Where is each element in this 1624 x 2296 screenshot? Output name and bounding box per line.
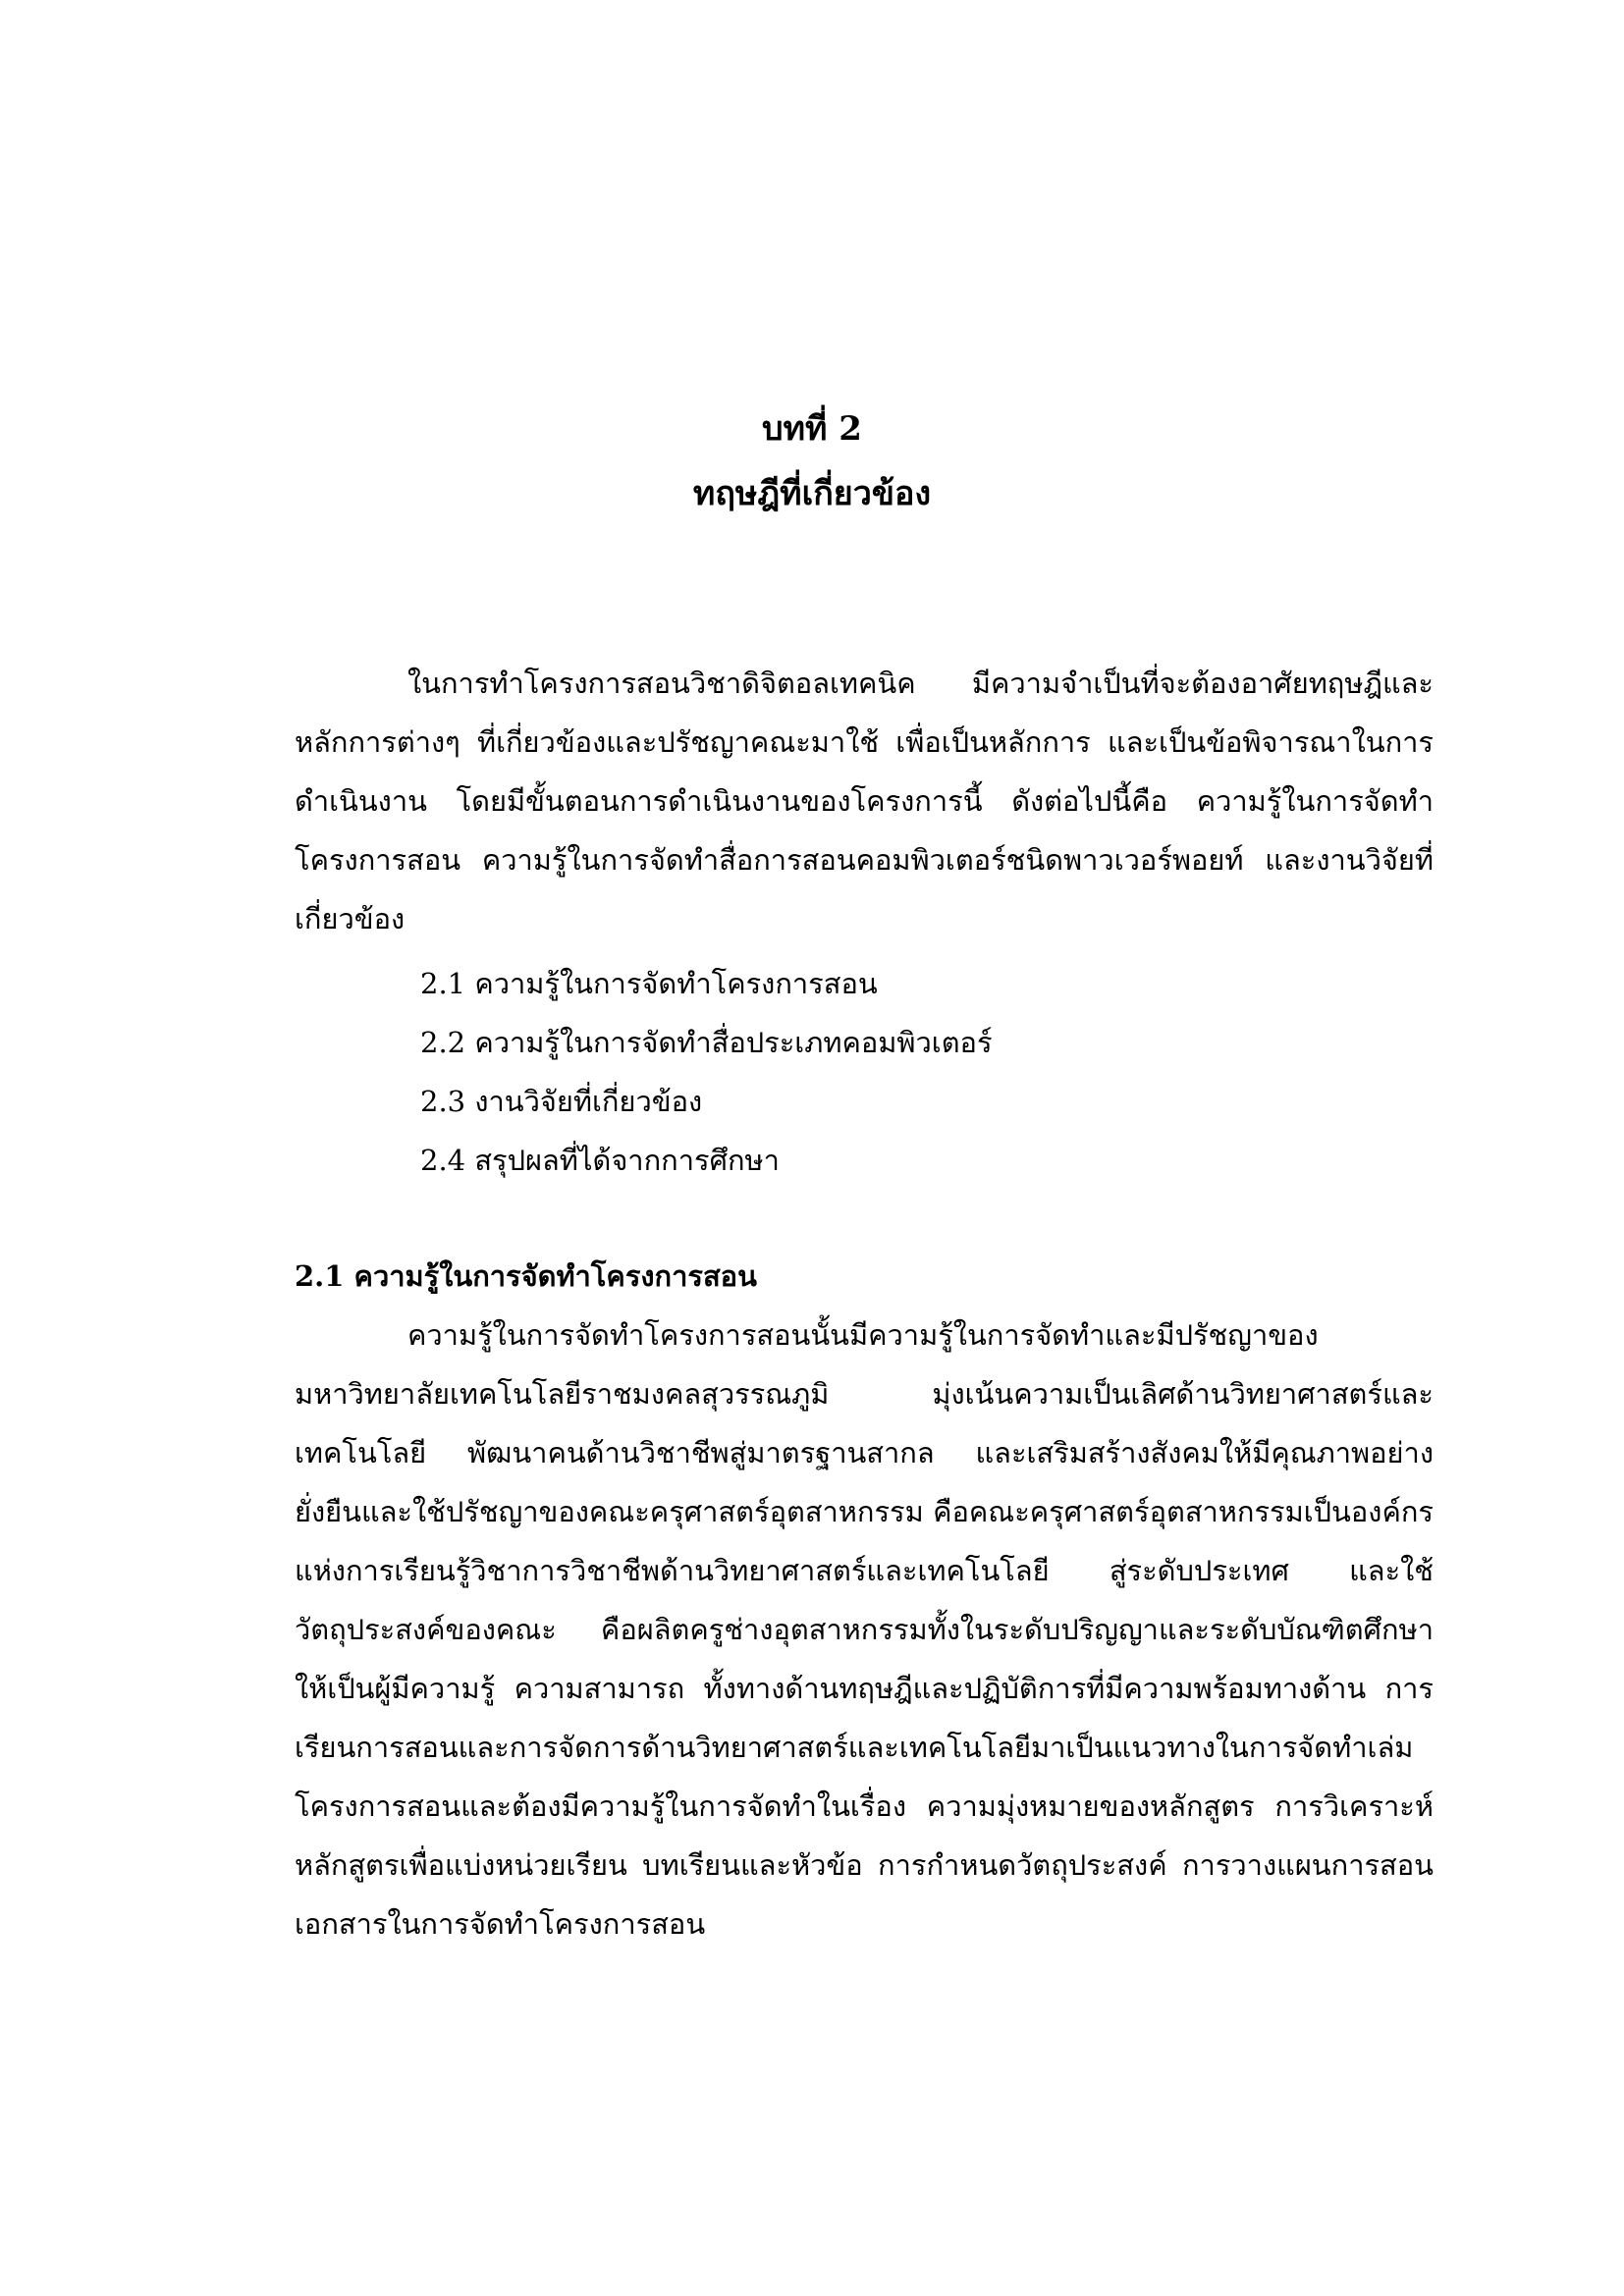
section-heading: 2.1 ความรู้ในการจัดทำโครงการสอน (295, 1259, 757, 1293)
section-list (420, 954, 993, 1190)
section-list-item: 2.2 ความรู้ในการจัดทำสื่อประเภทคอมพิวเตอร์ (420, 1026, 993, 1059)
section-list-item: 2.3 งานวิจัยที่เกี่ยวข้อง (420, 1085, 703, 1118)
section-list-item: 2.1 ความรู้ในการจัดทำโครงการสอน (420, 967, 878, 1000)
intro-paragraph: ในการทำโครงการสอนวิชาดิจิตอลเทคนิค มีความจำเป็นที่จะต้องอาศัยทฤษฎีและหลักการต่างๆ ที่เกี่ยวข้องและปรัชญาคณะมาใช้ เพื่อเป็นหลักการ และเป็นข้อพิจารณาในการดำเนินงาน โดยมีขั้นตอนการดำเนินงานของโครงการนี้ ดังต่อไปนี้คือ ความรู้ในการจัดทำโครงการสอน ความรู้ในการจัดทำสื่อการสอนคอมพิวเตอร์ชนิดพาวเวอร์พอยท์ และงานวิจัยที่เกี่ยวข้อง (295, 667, 1434, 935)
chapter-title: ทฤษฎีที่เกี่ยวข้อง (692, 474, 932, 513)
section-paragraph: ความรู้ในการจัดทำโครงการสอนนั้นมีความรู้ในการจัดทำและมีปรัชญาของมหาวิทยาลัยเทคโนโลยีราชมงคลสุวรรณภูมิ มุ่งเน้นความเป็นเลิศด้านวิทยาศาสตร์และเทคโนโลยี พัฒนาคนด้านวิชาชีพสู่มาตรฐานสากล และเสริมสร้างสังคมให้มีคุณภาพอย่างยั่งยืนและใช้ปรัชญาของคณะครุศาสตร์อุตสาหกรรม คือคณะครุศาสตร์อุตสาหกรรมเป็นองค์กรแห่งการเรียนรู้วิชาการวิชาชีพด้านวิทยาศาสตร์และเทคโนโลยี สู่ระดับประเทศ และใช้วัตถุประสงค์ของคณะ คือผลิตครูช่างอุตสาหกรรมทั้งในระดับปริญญาและระดับบัณฑิตศึกษา ให้เป็นผู้มีความรู้ ความสามารถ ทั้งทางด้านทฤษฎีและปฏิบัติการที่มีความพร้อมทางด้าน การเรียนการสอนและการจัดการด้านวิทยาศาสตร์และเทคโนโลยีมาเป็นแนวทางในการจัดทำเล่มโครงการสอนและต้องมีความรู้ในการจัดทำในเรื่อง ความมุ่งหมายของหลักสูตร การวิเคราะห์หลักสูตรเพื่อแบ่งหน่วยเรียน บทเรียนและหัวข้อ การกำหนดวัตถุประสงค์ การวางแผนการสอน เอกสารในการจัดทำโครงการสอน (295, 1318, 1434, 1941)
chapter-number: บทที่ 2 (762, 409, 862, 449)
section-list-item: 2.4 สรุปผลที่ได้จากการศึกษา (420, 1144, 780, 1177)
